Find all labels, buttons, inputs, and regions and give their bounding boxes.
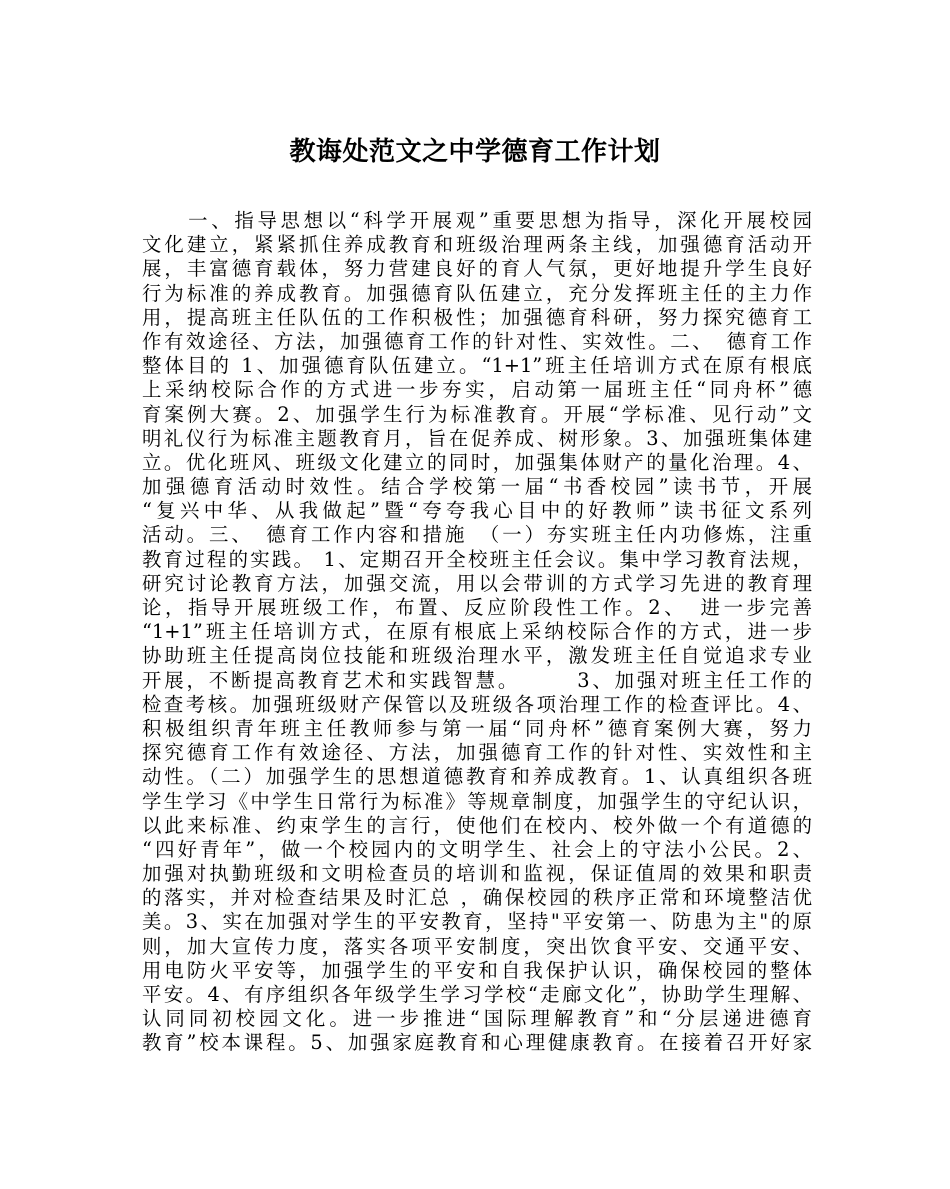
body-line: 检查考核。加强班级财产保管以及班级各项治理工作的检查评比。4、 (142, 692, 812, 716)
body-line: 用，提高班主任队伍的工作积极性；加强德育科研，努力探究德育工 (142, 305, 812, 329)
body-line: 加强德育活动时效性。结合学校第一届“书香校园”读书节，开展 (142, 475, 812, 499)
body-line: 协助班主任提高岗位技能和班级治理水平，激发班主任自觉追求专业 (142, 644, 812, 668)
body-line: “1+1”班主任培训方式，在原有根底上采纳校际合作的方式，进一步 (142, 620, 812, 644)
body-line: 论，指导开展班级工作，布置、反应阶段性工作。2、 进一步完善 (142, 596, 812, 619)
body-line: 以此来标准、约束学生的言行，使他们在校内、校外做一个有道德的 (142, 813, 812, 837)
body-line: 展，丰富德育载体，努力营建良好的育人气氛，更好地提升学生良好 (142, 257, 812, 281)
body-line: 育案例大赛。2、加强学生行为标准教育。开展“学标准、见行动”文 (142, 402, 812, 426)
body-line: 开展，不断提高教育艺术和实践智慧。 3、加强对班主任工作的 (142, 668, 812, 692)
body-line: 则，加大宣传力度，落实各项平安制度，突出饮食平安、交通平安、 (142, 934, 812, 958)
body-line: 美。3、实在加强对学生的平安教育，坚持"平安第一、防患为主"的原 (142, 910, 812, 934)
body-line: 上采纳校际合作的方式进一步夯实，启动第一届班主任“同舟杯”德 (142, 378, 812, 402)
body-line: 的落实，并对检查结果及时汇总 ，确保校园的秩序正常和环境整洁优 (142, 886, 812, 910)
body-line: 明礼仪行为标准主题教育月，旨在促养成、树形象。3、加强班集体建 (142, 426, 812, 450)
document-title: 教诲处范文之中学德育工作计划 (289, 137, 661, 167)
body-line: 认同同初校园文化。进一步推进“国际理解教育”和“分层递进德育 (142, 1007, 812, 1031)
body-line: 一、指导思想以“科学开展观”重要思想为指导，深化开展校园 (142, 209, 812, 232)
body-line: 加强对执勤班级和文明检查员的培训和监视，保证值周的效果和职责 (142, 862, 812, 886)
body-line: “四好青年”，做一个校园内的文明学生、社会上的守法小公民。2、 (142, 837, 812, 861)
body-line: 教育过程的实践。 1、定期召开全校班主任会议。集中学习教育法规， (142, 547, 812, 571)
body-line: 用电防火平安等，加强学生的平安和自我保护认识，确保校园的整体 (142, 958, 812, 982)
document-body (142, 209, 812, 1056)
body-line: 研究讨论教育方法，加强交流，用以会带训的方式学习先进的教育理 (142, 571, 812, 595)
body-line: 学生学习《中学生日常行为标准》等规章制度，加强学生的守纪认识， (142, 789, 812, 813)
body-line: 作有效途径、方法，加强德育工作的针对性、实效性。二、 德育工作 (142, 329, 812, 353)
body-line: 整体目的 1、加强德育队伍建立。“1+1”班主任培训方式在原有根底 (142, 354, 812, 378)
body-line: 立。优化班风、班级文化建立的同时，加强集体财产的量化治理。4、 (142, 450, 812, 474)
body-line: 文化建立，紧紧抓住养成教育和班级治理两条主线，加强德育活动开 (142, 233, 812, 257)
body-line: 行为标准的养成教育。加强德育队伍建立，充分发挥班主任的主力作 (142, 281, 812, 305)
body-line: 活动。三、 德育工作内容和措施 （一）夯实班主任内功修炼，注重 (142, 523, 812, 547)
body-line: 动性。（二）加强学生的思想道德教育和养成教育。1、认真组织各班 (142, 765, 812, 789)
body-line: “复兴中华、从我做起”暨“夸夸我心目中的好教师”读书征文系列 (142, 499, 812, 523)
body-line: 教育”校本课程。5、加强家庭教育和心理健康教育。在接着召开好家 (142, 1031, 812, 1055)
body-line: 积极组织青年班主任教师参与第一届“同舟杯”德育案例大赛，努力 (142, 716, 812, 740)
body-line: 平安。4、有序组织各年级学生学习学校“走廊文化”，协助学生理解、 (142, 983, 812, 1006)
body-line: 探究德育工作有效途径、方法，加强德育工作的针对性、实效性和主 (142, 741, 812, 765)
